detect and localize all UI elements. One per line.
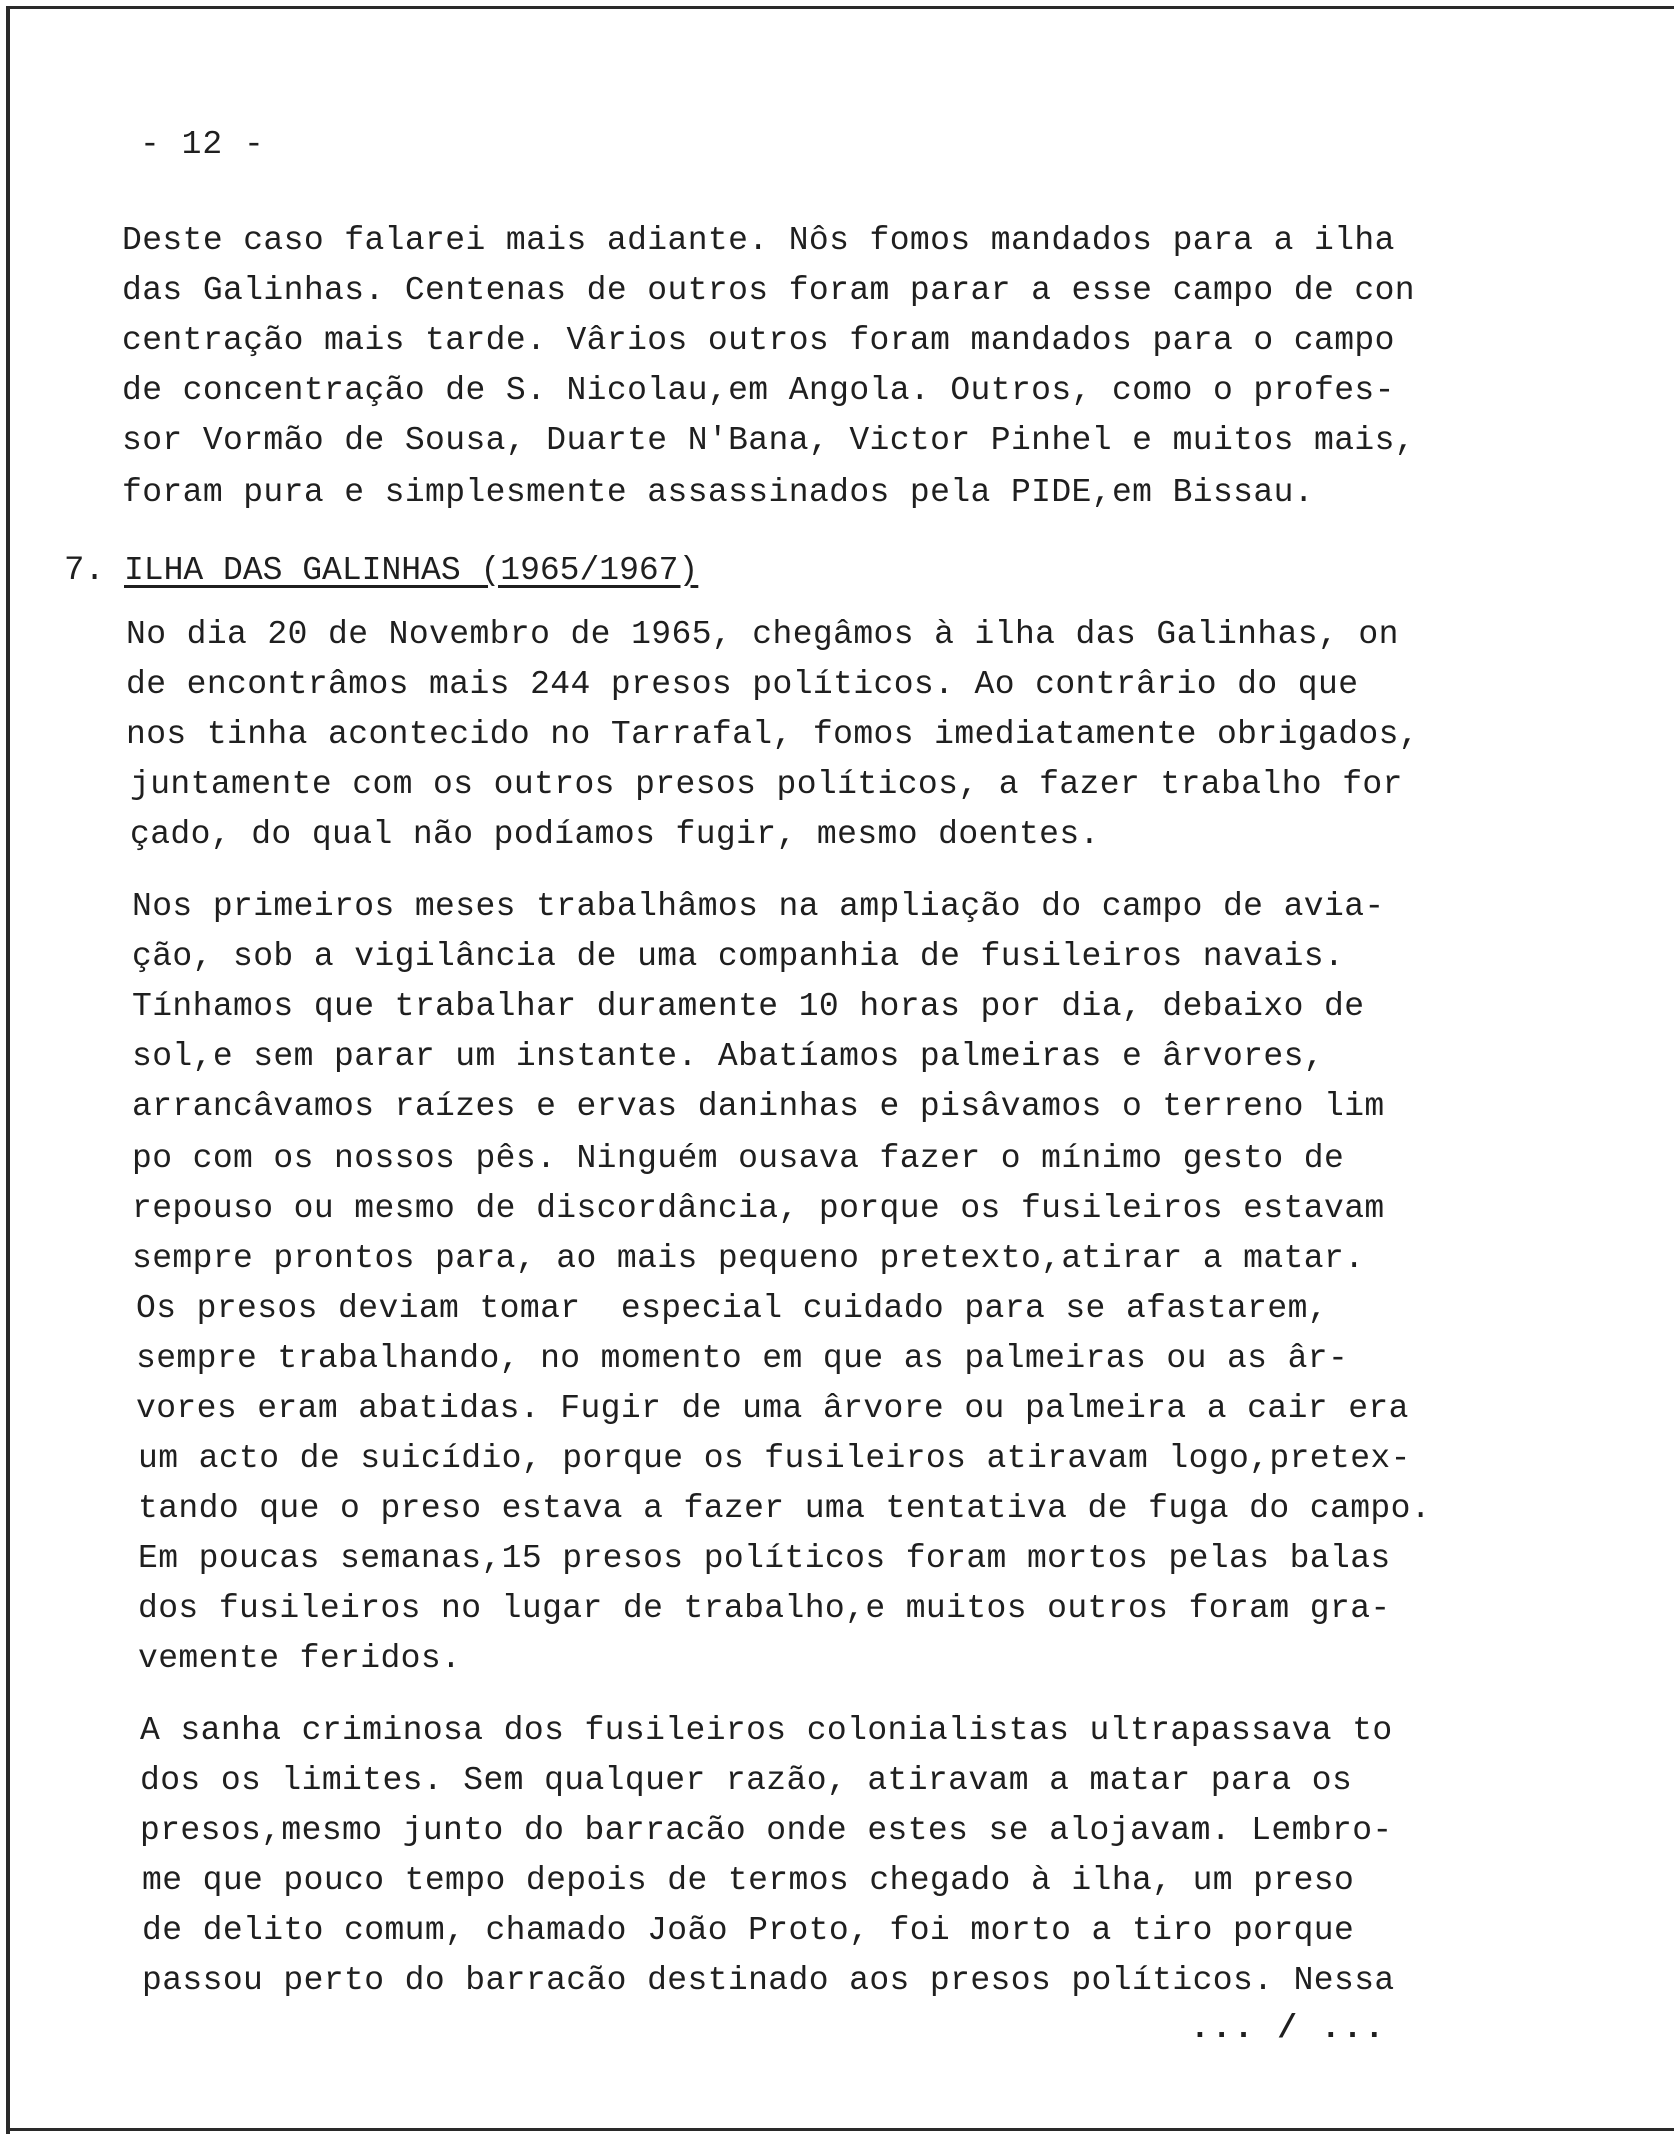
text-line: Nos primeiros meses trabalhâmos na ampliação do campo de avia- — [132, 888, 1385, 925]
page-border-bottom — [6, 2128, 1674, 2131]
page-border-left — [6, 6, 10, 2134]
text-line: Os presos deviam tomar especial cuidado para se afastarem, — [136, 1290, 1328, 1327]
text-line: ção, sob a vigilância de uma companhia de fusileiros navais. — [132, 938, 1345, 975]
text-line: arrancâvamos raízes e ervas daninhas e pisâvamos o terreno lim — [132, 1088, 1385, 1125]
continuation-marker: ... / ... — [1190, 2010, 1387, 2047]
text-line: de delito comum, chamado João Proto, foi morto a tiro porque — [142, 1912, 1355, 1949]
text-line: das Galinhas. Centenas de outros foram parar a esse campo de con — [122, 272, 1416, 309]
text-line: sempre prontos para, ao mais pequeno pretexto,atirar a matar. — [132, 1240, 1365, 1277]
text-line: foram pura e simplesmente assassinados pela PIDE,em Bissau. — [122, 474, 1314, 511]
text-line: vores eram abatidas. Fugir de uma ârvore ou palmeira a cair era — [136, 1390, 1409, 1427]
text-line: nos tinha acontecido no Tarrafal, fomos imediatamente obrigados, — [126, 716, 1420, 753]
text-line: sempre trabalhando, no momento em que as palmeiras ou as âr- — [136, 1340, 1349, 1377]
text-line: repouso ou mesmo de discordância, porque os fusileiros estavam — [132, 1190, 1385, 1227]
text-line: vemente feridos. — [138, 1640, 462, 1677]
page-border-top — [6, 6, 1674, 9]
page-number: - 12 - — [140, 126, 265, 163]
text-line: çado, do qual não podíamos fugir, mesmo doentes. — [130, 816, 1100, 853]
text-line: passou perto do barracão destinado aos presos políticos. Nessa — [142, 1962, 1395, 1999]
text-line: A sanha criminosa dos fusileiros colonialistas ultrapassava to — [140, 1712, 1393, 1749]
text-line: de concentração de S. Nicolau,em Angola. Outros, como o profes- — [122, 372, 1395, 409]
text-line: me que pouco tempo depois de termos chegado à ilha, um preso — [142, 1862, 1355, 1899]
text-line: juntamente com os outros presos políticos, a fazer trabalho for — [130, 766, 1403, 803]
text-line: de encontrâmos mais 244 presos políticos. Ao contrârio do que — [126, 666, 1359, 703]
section-number: 7. — [64, 552, 105, 590]
text-line: sol,e sem parar um instante. Abatíamos palmeiras e ârvores, — [132, 1038, 1324, 1075]
section-title: ILHA DAS GALINHAS (1965/1967) — [124, 552, 699, 589]
text-line: tando que o preso estava a fazer uma tentativa de fuga do campo. — [138, 1490, 1432, 1527]
text-line: presos,mesmo junto do barracão onde estes se alojavam. Lembro- — [140, 1812, 1393, 1849]
text-line: dos os limites. Sem qualquer razão, atiravam a matar para os — [140, 1762, 1353, 1799]
text-line: dos fusileiros no lugar de trabalho,e muitos outros foram gra- — [138, 1590, 1391, 1627]
text-line: Tínhamos que trabalhar duramente 10 horas por dia, debaixo de — [132, 988, 1365, 1025]
text-line: centração mais tarde. Vârios outros foram mandados para o campo — [122, 322, 1395, 359]
text-line: Deste caso falarei mais adiante. Nôs fomos mandados para a ilha — [122, 222, 1395, 259]
text-line: Em poucas semanas,15 presos políticos foram mortos pelas balas — [138, 1540, 1391, 1577]
text-line: po com os nossos pês. Ninguém ousava fazer o mínimo gesto de — [132, 1140, 1345, 1177]
text-line: um acto de suicídio, porque os fusileiros atiravam logo,pretex- — [138, 1440, 1411, 1477]
text-line: sor Vormão de Sousa, Duarte N'Bana, Victor Pinhel e muitos mais, — [122, 422, 1416, 459]
text-line: No dia 20 de Novembro de 1965, chegâmos à ilha das Galinhas, on — [126, 616, 1399, 653]
